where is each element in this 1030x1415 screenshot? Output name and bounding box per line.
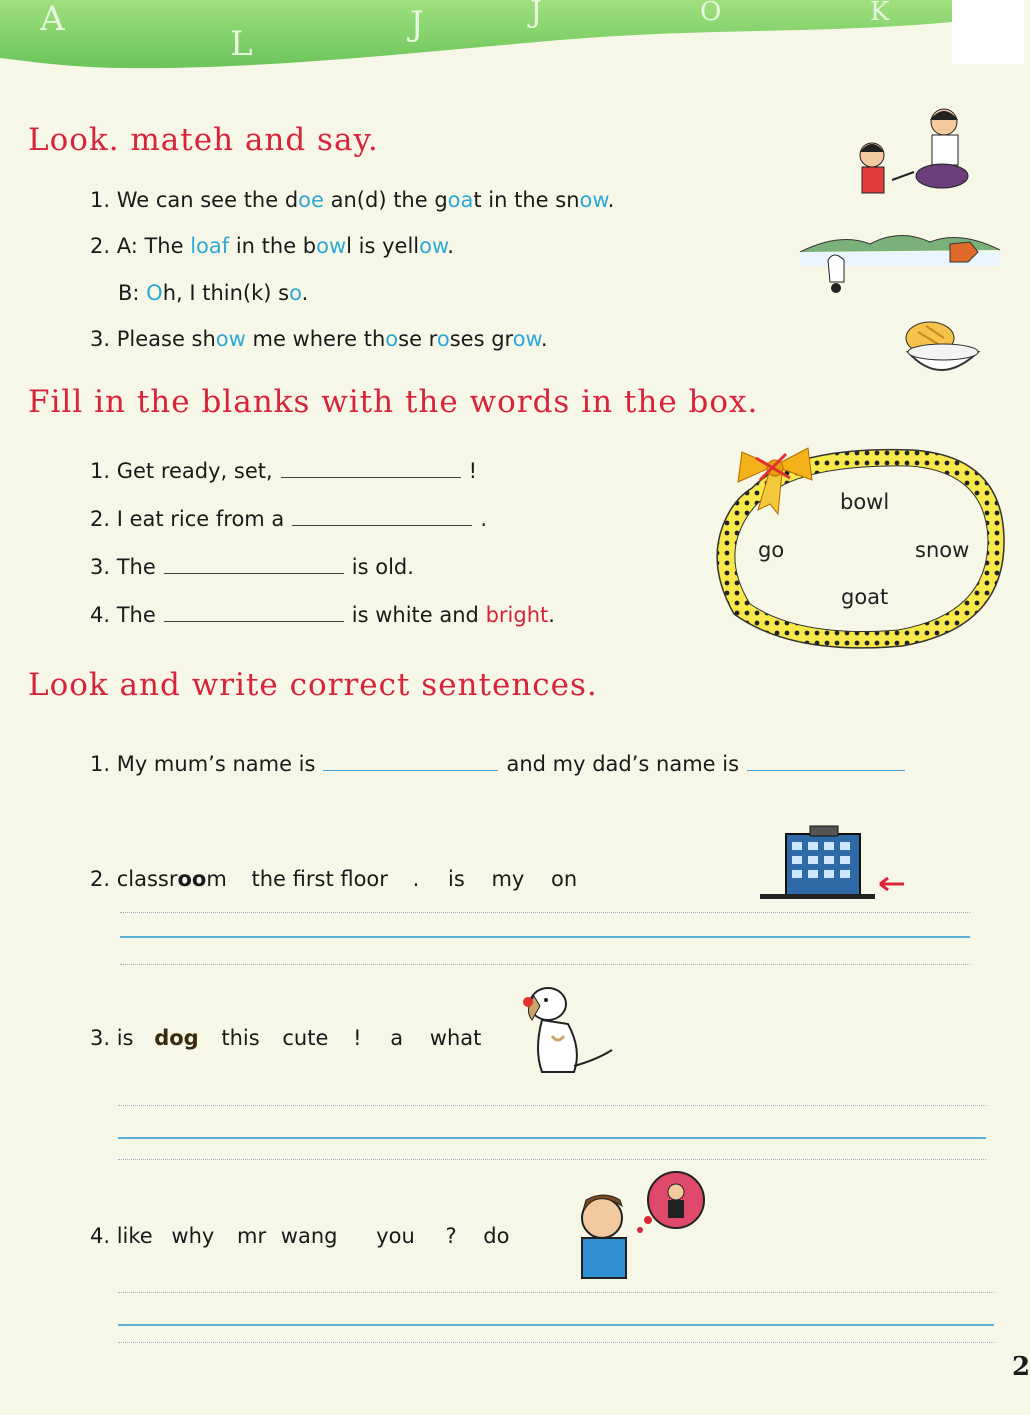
sentence-text: 1. Get ready, set, xyxy=(90,459,273,483)
scrambled-word: 3. is xyxy=(90,1026,134,1050)
snow-goat-picture xyxy=(800,222,1000,302)
text-part: B: xyxy=(118,281,147,305)
scrambled-word: the first floor xyxy=(251,867,388,891)
sentence-text: is white and xyxy=(351,603,486,627)
phonics-highlight: o xyxy=(436,327,450,351)
scrambled-word: cute xyxy=(282,1026,329,1050)
word-box xyxy=(712,438,1012,660)
phonics-highlight: ow xyxy=(215,327,246,351)
scrambled-word: do xyxy=(483,1224,510,1248)
blank-sentence-3 xyxy=(90,553,414,581)
text-part: 3. Please sh xyxy=(90,327,216,351)
phonics-highlight: O xyxy=(146,281,163,305)
text-part: in the b xyxy=(229,234,317,258)
scrambled-word: is xyxy=(447,867,465,891)
svg-text:L: L xyxy=(230,24,253,64)
scrambled-word: you xyxy=(376,1224,415,1248)
scrambled-word: this xyxy=(221,1026,260,1050)
writing-lines-4[interactable] xyxy=(118,1292,994,1348)
school-building-picture xyxy=(760,824,910,902)
names-sentence xyxy=(90,750,913,778)
sentence-3 xyxy=(90,325,548,353)
top-banner xyxy=(0,0,952,80)
box-word-bowl: bowl xyxy=(840,490,890,514)
scrambled-word: wang xyxy=(280,1224,338,1248)
writing-lines-2[interactable] xyxy=(120,912,970,968)
sentence-text: and my dad’s name is xyxy=(506,752,740,776)
sentence-text: 4. The xyxy=(90,603,156,627)
answer-blank-4[interactable] xyxy=(164,602,344,622)
sentence-1 xyxy=(90,186,614,214)
answer-blank-1[interactable] xyxy=(281,458,461,478)
phonics-highlight: ow xyxy=(579,188,608,212)
sentence-text: 1. My mum’s name is xyxy=(90,752,316,776)
phonics-highlight: oa xyxy=(447,188,474,212)
scrambled-word: on xyxy=(551,867,578,891)
scrambled-word: m xyxy=(206,867,227,891)
svg-text:J: J xyxy=(410,4,424,44)
text-part: . xyxy=(447,234,454,258)
svg-text:K: K xyxy=(870,0,890,27)
text-part: se r xyxy=(398,327,437,351)
scrambled-word: ! xyxy=(353,1026,362,1050)
sentence-text: . xyxy=(548,603,555,627)
dog-picture xyxy=(512,980,622,1084)
phonics-highlight: oe xyxy=(298,188,324,212)
sentence-text: is old. xyxy=(351,555,414,579)
writing-lines-3[interactable] xyxy=(118,1105,986,1161)
phonics-highlight: o xyxy=(385,327,399,351)
scrambled-word: a xyxy=(390,1026,404,1050)
text-part: l is yell xyxy=(346,234,420,258)
svg-text:J: J xyxy=(530,0,543,30)
scrambled-words-2 xyxy=(90,865,577,893)
scrambled-word: what xyxy=(429,1026,482,1050)
phonics-highlight: ow xyxy=(316,234,347,258)
scrambled-words-4 xyxy=(90,1222,509,1250)
text-part: . xyxy=(301,281,309,305)
section-title-look-match-say: Look. mateh and say. xyxy=(28,122,379,158)
sentence-text: . xyxy=(480,507,487,531)
boy-thinking-picture xyxy=(574,1170,708,1282)
phonics-highlight: loaf xyxy=(190,234,230,258)
scrambled-word: ? xyxy=(445,1224,457,1248)
svg-text:A: A xyxy=(40,0,65,39)
text-part: 2. A: The xyxy=(90,234,191,258)
section-title-write-sentences: Look and write correct sentences. xyxy=(28,667,598,703)
sentence-text: 3. The xyxy=(90,555,156,579)
sentence-2b xyxy=(118,279,308,307)
text-part: 1. We can see the d xyxy=(90,188,299,212)
children-picture xyxy=(852,100,972,200)
scrambled-words-3 xyxy=(90,1024,481,1052)
blank-sentence-2 xyxy=(90,505,487,533)
blank-sentence-1 xyxy=(90,457,477,485)
phonics-highlight: oo xyxy=(177,867,207,891)
text-part: an(d) the g xyxy=(323,188,448,212)
page-number: 2 xyxy=(1012,1352,1030,1382)
sentence-text: 2. I eat rice from a xyxy=(90,507,285,531)
scrambled-word: why xyxy=(171,1224,215,1248)
highlight-word: bright xyxy=(485,603,549,627)
sentence-2a xyxy=(90,232,454,260)
blank-sentence-4 xyxy=(90,601,555,629)
scrambled-word: my xyxy=(491,867,525,891)
text-part: ses gr xyxy=(449,327,513,351)
answer-blank-3[interactable] xyxy=(164,554,344,574)
text-part: t in the sn xyxy=(473,188,580,212)
phonics-highlight: ow xyxy=(512,327,541,351)
section-title-fill-blanks: Fill in the blanks with the words in the box. xyxy=(28,384,759,420)
text-part: . xyxy=(607,188,615,212)
svg-text:O: O xyxy=(700,0,722,27)
phonics-highlight: o xyxy=(289,281,302,305)
scrambled-word: 2. classr xyxy=(90,867,178,891)
sentence-text: ! xyxy=(468,459,478,483)
scrambled-word: 4. like xyxy=(90,1224,153,1248)
box-word-snow: snow xyxy=(915,538,970,562)
corner-patch xyxy=(952,0,1024,64)
scrambled-word: dog xyxy=(154,1026,199,1050)
text-part: h, I thin(k) s xyxy=(162,281,290,305)
text-part: . xyxy=(540,327,548,351)
scrambled-word: mr xyxy=(237,1224,267,1248)
phonics-highlight: ow xyxy=(419,234,448,258)
box-word-goat: goat xyxy=(841,585,889,609)
mum-name-blank[interactable] xyxy=(323,751,498,771)
dad-name-blank[interactable] xyxy=(747,751,905,771)
box-word-go: go xyxy=(758,538,785,562)
answer-blank-2[interactable] xyxy=(292,506,472,526)
scrambled-word: . xyxy=(412,867,420,891)
text-part: me where th xyxy=(245,327,386,351)
bread-bowl-picture xyxy=(898,308,983,386)
